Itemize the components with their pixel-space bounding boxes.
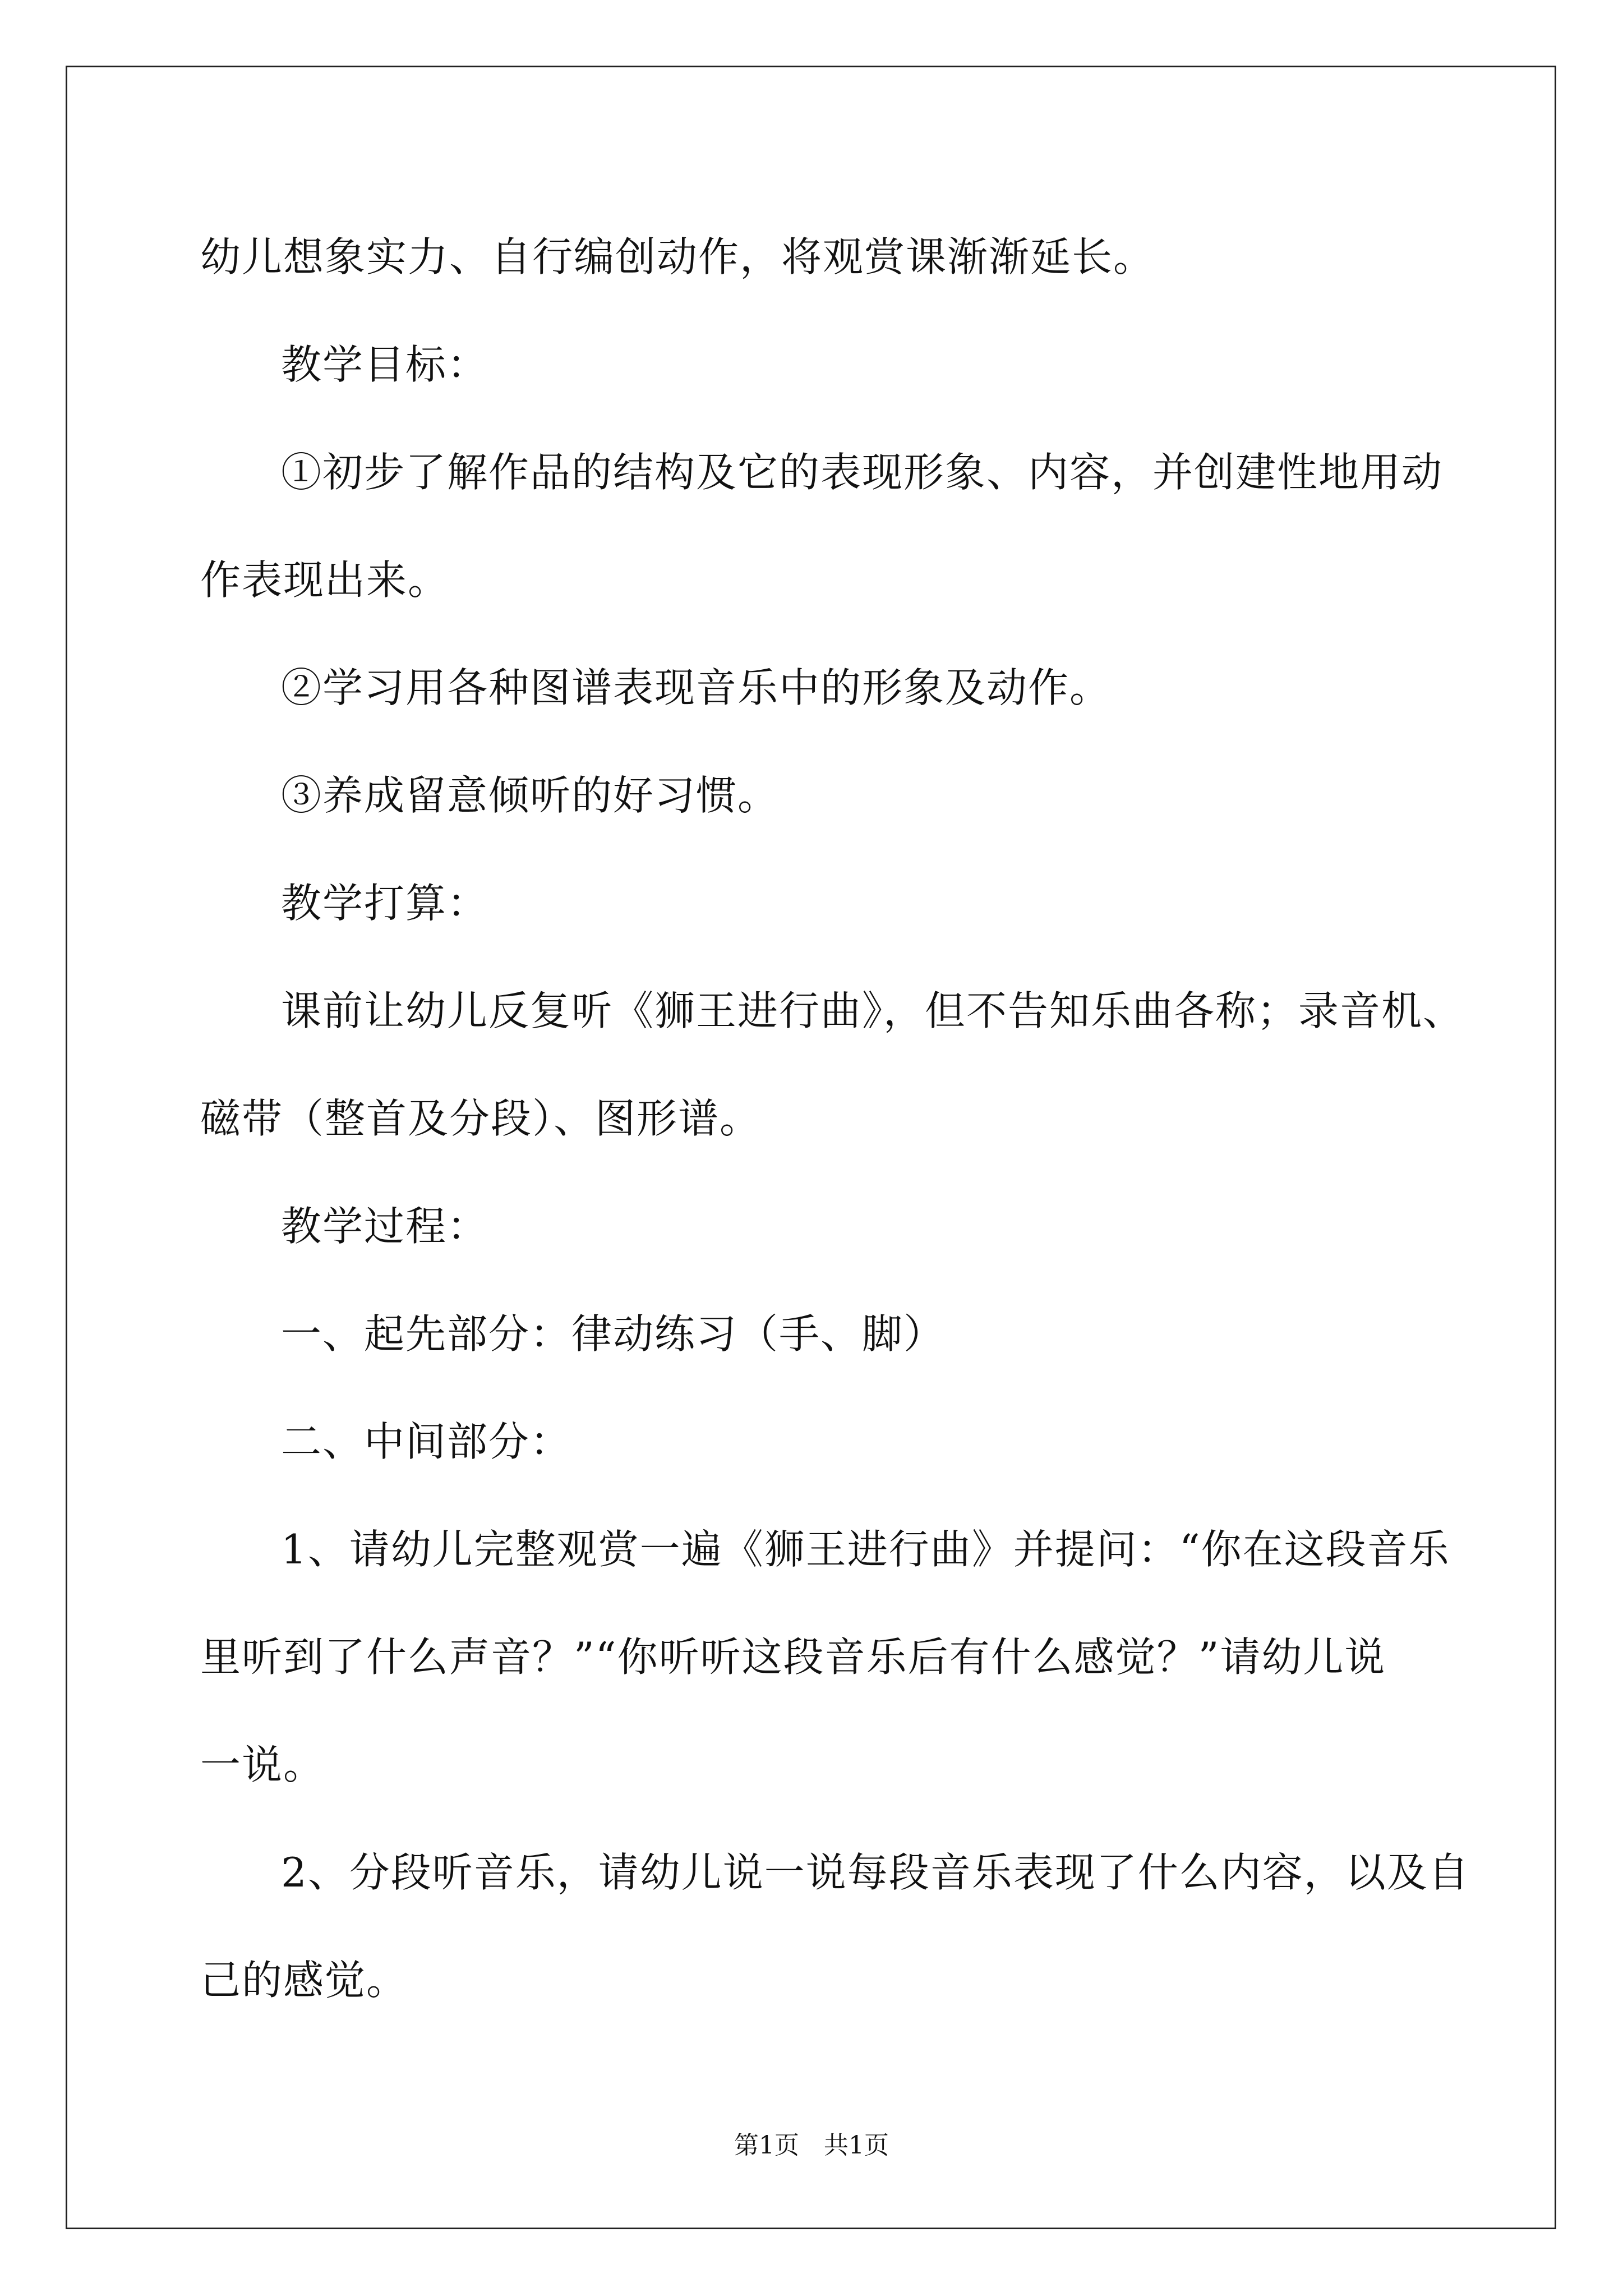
line-2: 教学目标： [281, 341, 489, 388]
line-13: 1、请幼儿完整观赏一遍《狮王进行曲》并提问：“你在这段音乐 [281, 1526, 1450, 1573]
line-3: ①初步了解作品的结构及它的表现形象、内容，并创建性地用动 [281, 449, 1444, 496]
line-16: 2、分段听音乐，请幼儿说一说每段音乐表现了什么内容，以及自 [281, 1849, 1470, 1896]
line-7: 教学打算： [281, 880, 489, 927]
document-body [200, 203, 1470, 2034]
line-11: 一、起先部分：律动练习（手、脚） [281, 1310, 946, 1358]
line-5: ②学习用各种图谱表现音乐中的形象及动作。 [281, 664, 1112, 711]
line-8: 课前让幼儿反复听《狮王进行曲》，但不告知乐曲各称；录音机、 [281, 987, 1465, 1034]
line-10: 教学过程： [281, 1203, 489, 1250]
line-15: 一说。 [200, 1741, 325, 1788]
line-6: ③养成留意倾听的好习惯。 [281, 772, 780, 819]
page-footer: 第1页 共1页 [734, 2131, 889, 2160]
line-4: 作表现出来。 [200, 556, 450, 604]
line-1: 幼儿想象实力、自行编创动作，将观赏课渐渐延长。 [200, 233, 1155, 280]
line-9: 磁带（整首及分段）、图形谱。 [200, 1095, 762, 1142]
line-17: 己的感觉。 [200, 1957, 408, 2004]
line-12: 二、中间部分： [281, 1418, 572, 1465]
line-14: 里听到了什么声音？”“你听听这段音乐后有什么感觉？”请幼儿说 [200, 1634, 1386, 1681]
